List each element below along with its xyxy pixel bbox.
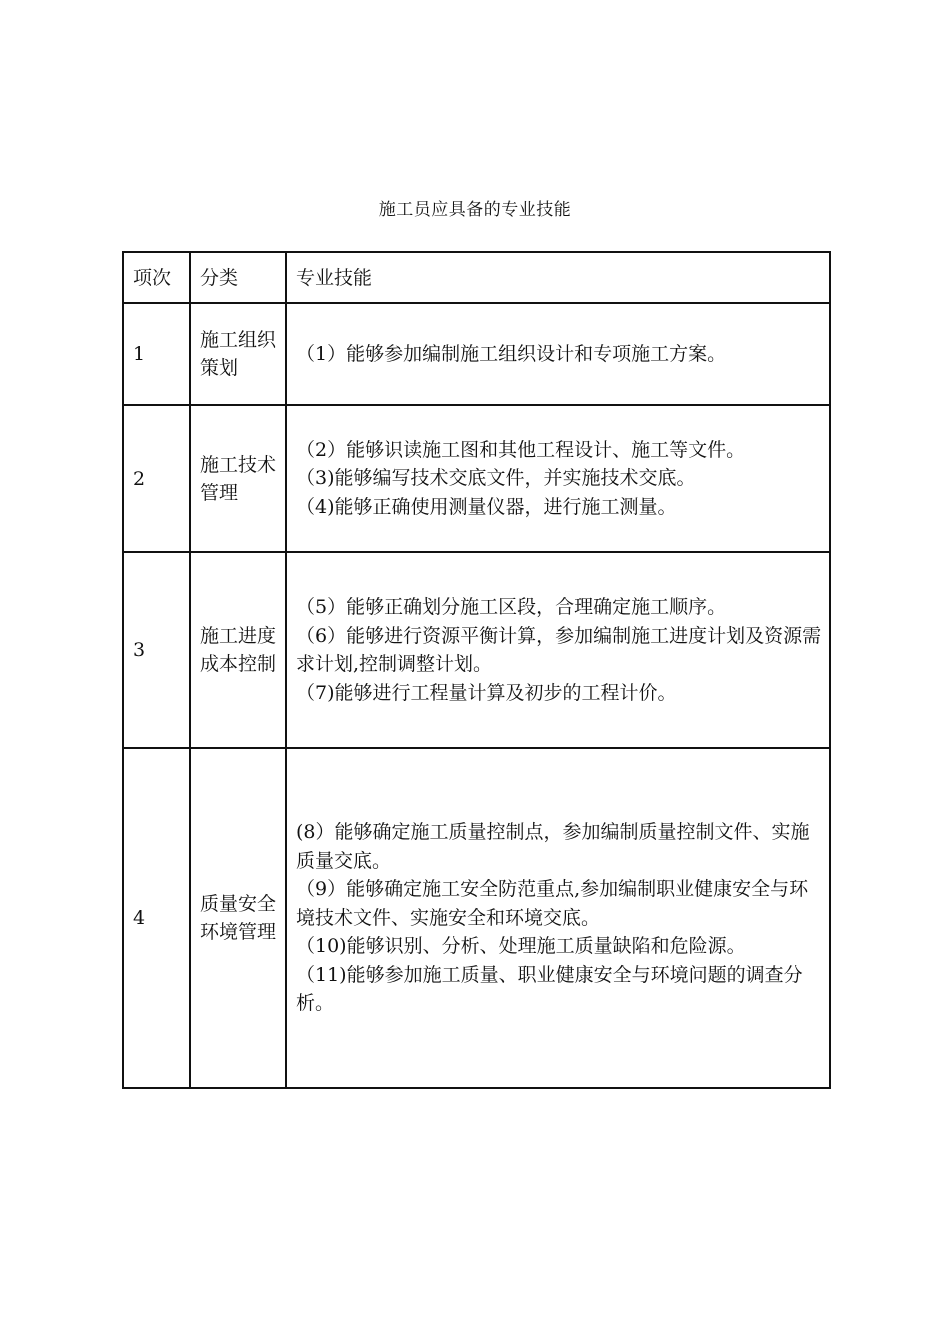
row-category-cell [190, 748, 286, 1088]
row-index-cell [123, 748, 190, 1088]
skills-list [287, 340, 829, 369]
skill-item: （3)能够编写技术交底文件，并实施技术交底。 [296, 467, 696, 490]
row-index: 2 [133, 467, 146, 490]
table-row [123, 405, 830, 552]
skill-item: （7)能够进行工程量计算及初步的工程计价。 [296, 681, 677, 704]
skill-item: （1）能够参加编制施工组织设计和专项施工方案。 [296, 342, 727, 365]
row-category-cell [190, 405, 286, 552]
document-title: 施工员应具备的专业技能 [378, 200, 572, 220]
row-skills-cell [286, 748, 830, 1088]
row-category: 质量安全环境管理 [200, 893, 277, 943]
table-row [123, 303, 830, 405]
table-header-row [123, 252, 830, 303]
row-skills-cell [286, 303, 830, 405]
row-index: 4 [133, 907, 146, 929]
row-index-cell [123, 405, 190, 552]
header-skills: 专业技能 [296, 266, 373, 289]
skills-list [287, 818, 829, 1018]
row-category: 施工技术管理 [200, 453, 277, 504]
skills-list [287, 436, 829, 522]
row-index: 3 [133, 639, 146, 661]
skill-item: （4)能够正确使用测量仪器，进行施工测量。 [296, 495, 677, 518]
header-index-cell [123, 252, 190, 303]
header-category: 分类 [200, 266, 239, 289]
row-category: 施工组织策划 [200, 329, 277, 379]
table-row [123, 748, 830, 1088]
row-skills-cell [286, 405, 830, 552]
row-skills-cell [286, 552, 830, 748]
skill-item: (8）能够确定施工质量控制点，参加编制质量控制文件、实施质量交底。 [296, 821, 810, 872]
skill-item: （11)能够参加施工质量、职业健康安全与环境问题的调查分析。 [296, 963, 803, 1015]
skill-item: （6）能够进行资源平衡计算，参加编制施工进度计划及资源需求计划,控制调整计划。 [296, 624, 822, 675]
skill-item: （10)能够识别、分析、处理施工质量缺陷和危险源。 [296, 935, 746, 958]
row-category-cell [190, 552, 286, 748]
skill-item: （2）能够识读施工图和其他工程设计、施工等文件。 [296, 438, 746, 461]
header-index: 项次 [133, 266, 172, 289]
header-category-cell [190, 252, 286, 303]
skills-list [287, 593, 829, 707]
skill-item: （5）能够正确划分施工区段，合理确定施工顺序。 [296, 596, 727, 618]
skill-item: （9）能够确定施工安全防范重点,参加编制职业健康安全与环境技术文件、实施安全和环境交底。 [296, 878, 809, 929]
row-index: 1 [133, 343, 146, 365]
row-index-cell [123, 552, 190, 748]
row-category-cell [190, 303, 286, 405]
row-index-cell [123, 303, 190, 405]
header-skills-cell [286, 252, 830, 303]
table-row [123, 552, 830, 748]
skills-table [122, 251, 831, 1089]
row-category: 施工进度成本控制 [200, 625, 277, 675]
